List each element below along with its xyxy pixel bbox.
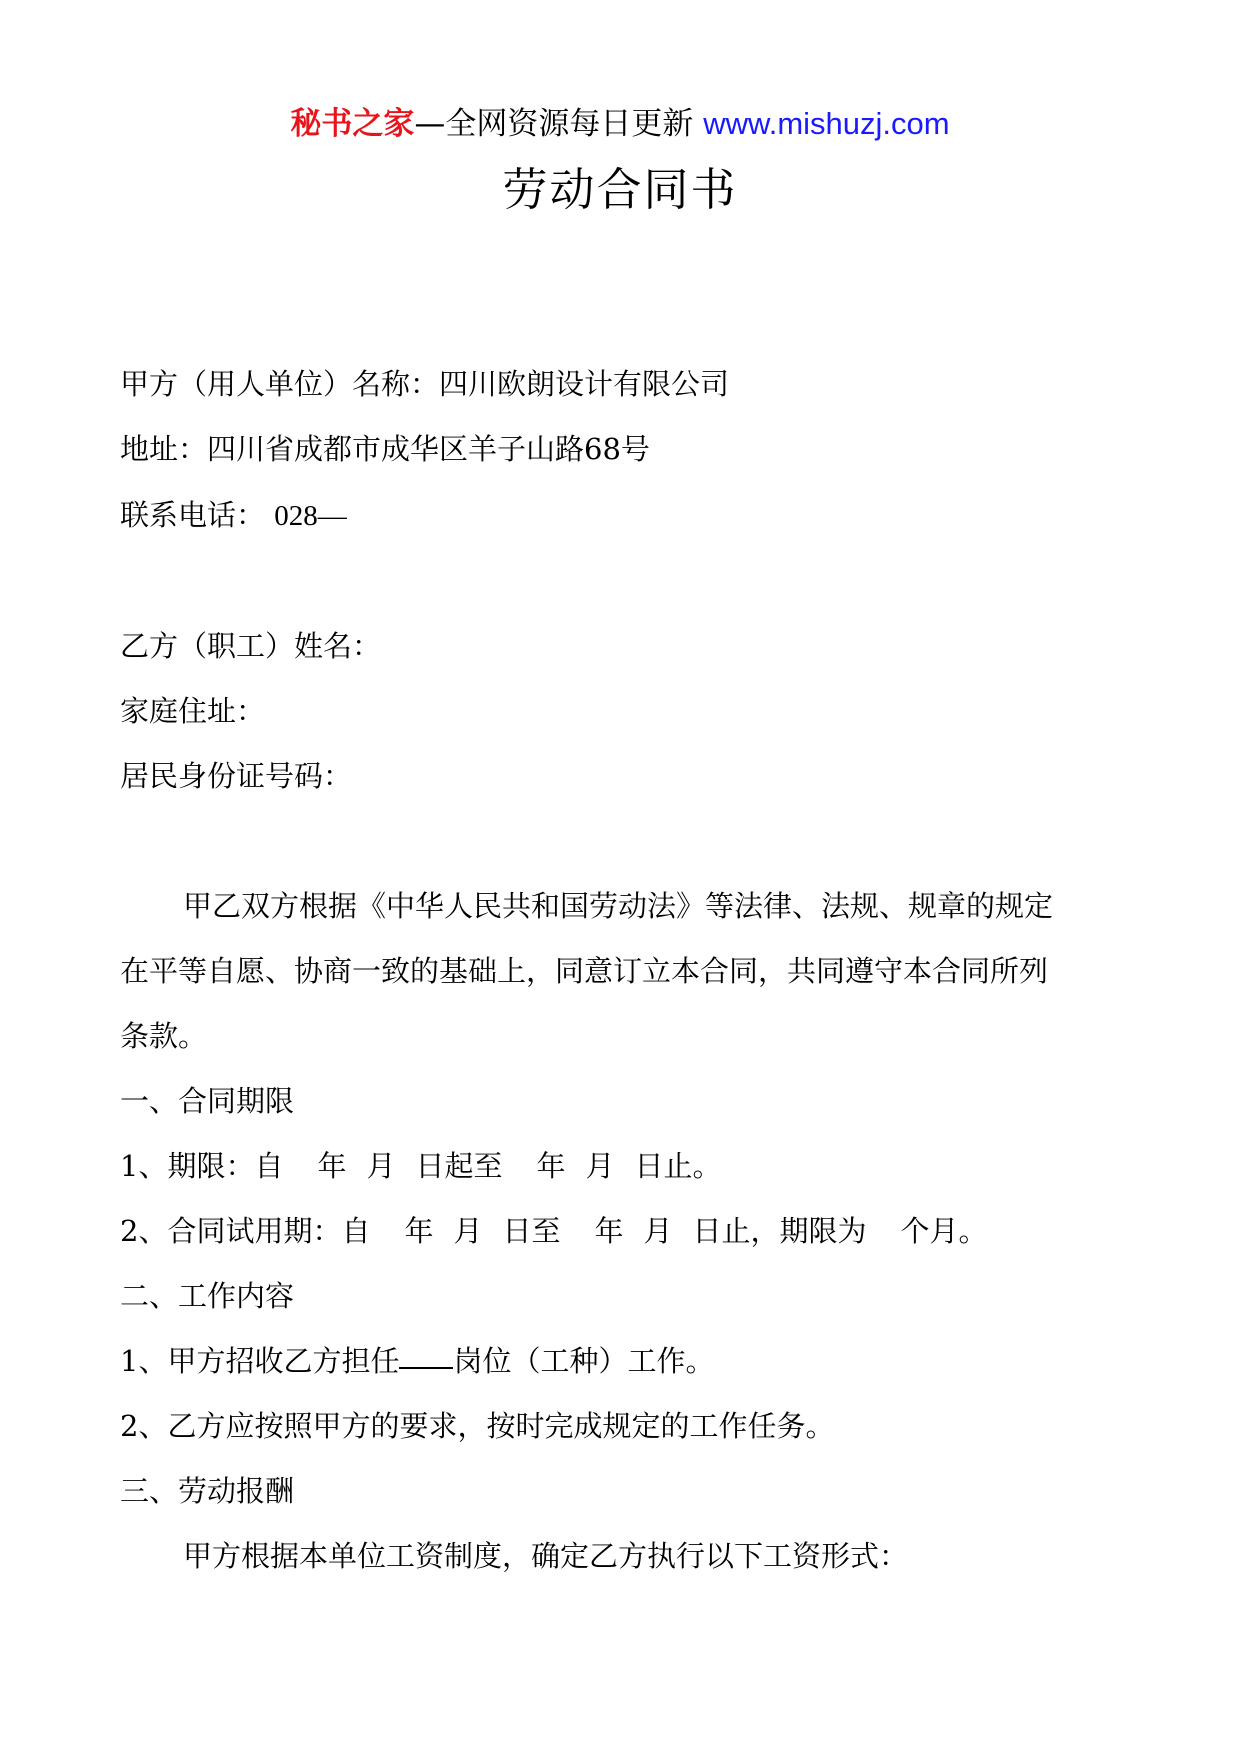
section-2-heading: 二、工作内容: [120, 1279, 295, 1313]
party-b-name: 乙方（职工）姓名：: [120, 629, 382, 663]
probation-day-2: 日止，期限为: [692, 1214, 867, 1248]
section-1-heading: 一、合同期限: [120, 1084, 295, 1118]
phone-label: 联系电话：: [120, 498, 266, 532]
site-tagline: —全网资源每日更新: [414, 106, 694, 142]
job-position-prefix: 1、甲方招收乙方担任: [120, 1344, 400, 1378]
probation-year-2: 年: [594, 1214, 624, 1248]
probation-year-1: 年: [404, 1214, 434, 1248]
section-3-heading: 三、劳动报酬: [120, 1474, 295, 1508]
term-month-2: 月: [585, 1149, 615, 1183]
job-position-blank: [399, 1345, 453, 1369]
party-a-phone: [120, 493, 347, 538]
site-header: [0, 100, 1240, 148]
probation-month-2: 月: [643, 1214, 673, 1248]
party-b-id-number: 居民身份证号码：: [120, 759, 353, 793]
term-month-1: 月: [366, 1149, 396, 1183]
preamble-line-3: 条款。: [120, 1019, 208, 1053]
brand-name: 秘书之家: [290, 106, 415, 142]
probation-day-1: 日至: [502, 1214, 561, 1248]
term-day-1: 日起至: [415, 1149, 503, 1183]
job-position-line: [120, 1339, 714, 1383]
term-day-2: 日止。: [634, 1149, 722, 1183]
site-url-link[interactable]: www.mishuzj.com: [703, 106, 950, 141]
term-year-2: 年: [536, 1149, 566, 1183]
party-a-address: 地址：四川省成都市成华区羊子山路68号: [120, 432, 650, 466]
work-task-line: 2、乙方应按照甲方的要求，按时完成规定的工作任务。: [120, 1409, 835, 1443]
probation-month-1: 月: [453, 1214, 483, 1248]
party-a-name: 甲方（用人单位）名称：四川欧朗设计有限公司: [120, 367, 730, 401]
wage-form-paragraph: 甲方根据本单位工资制度，确定乙方执行以下工资形式：: [183, 1539, 909, 1573]
preamble-line-2: 在平等自愿、协商一致的基础上，同意订立本合同，共同遵守本合同所列: [120, 954, 1049, 988]
term-prefix: 1、期限：自: [120, 1149, 284, 1183]
party-b-home-address: 家庭住址：: [120, 694, 266, 728]
probation-months: 个月。: [900, 1214, 988, 1248]
probation-prefix: 2、合同试用期：自: [120, 1214, 371, 1248]
probation-line: [120, 1209, 988, 1253]
contract-term-line: [120, 1144, 722, 1188]
document-title: 劳动合同书: [502, 163, 738, 216]
term-year-1: 年: [317, 1149, 347, 1183]
phone-value: 028—: [274, 500, 347, 532]
preamble-line-1: 甲乙双方根据《中华人民共和国劳动法》等法律、法规、规章的规定: [183, 889, 1054, 923]
job-position-suffix: 岗位（工种）工作。: [453, 1344, 715, 1378]
